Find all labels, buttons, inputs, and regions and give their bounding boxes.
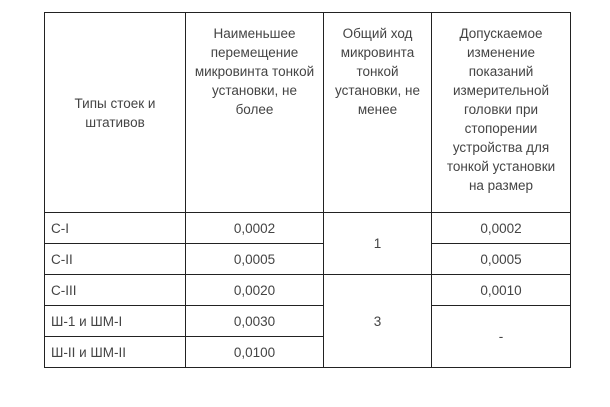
min-movement-cell: 0,0030: [186, 306, 324, 337]
total-travel-cell: 3: [324, 275, 432, 368]
allowed-change-cell: 0,0005: [432, 244, 571, 275]
stand-type-cell: Ш-II и ШМ-II: [45, 337, 186, 368]
min-movement-cell: 0,0020: [186, 275, 324, 306]
header-total-travel: Общий ход микровинта тонкой установки, не менее: [324, 13, 432, 213]
total-travel-cell: 1: [324, 213, 432, 275]
allowed-change-cell: 0,0002: [432, 213, 571, 244]
header-row: [45, 13, 571, 213]
header-allowed-change: Допускаемое изменение показаний измерительной головки при стопорении устройства для тонкой установки на размер: [432, 13, 571, 213]
table-row: [45, 275, 571, 306]
min-movement-cell: 0,0002: [186, 213, 324, 244]
allowed-change-cell: -: [432, 306, 571, 368]
table-row: [45, 306, 571, 337]
min-movement-cell: 0,0005: [186, 244, 324, 275]
allowed-change-cell: 0,0010: [432, 275, 571, 306]
table-row: [45, 213, 571, 244]
stand-type-cell: С-I: [45, 213, 186, 244]
header-stand-types: Типы стоек и штативов: [45, 13, 186, 213]
table-row: [45, 244, 571, 275]
header-min-movement: Наименьшее перемещение микровинта тонкой установки, не более: [186, 13, 324, 213]
min-movement-cell: 0,0100: [186, 337, 324, 368]
stand-type-cell: Ш-1 и ШМ-I: [45, 306, 186, 337]
stand-type-cell: С-III: [45, 275, 186, 306]
spec-table: [44, 12, 571, 368]
stand-type-cell: С-II: [45, 244, 186, 275]
